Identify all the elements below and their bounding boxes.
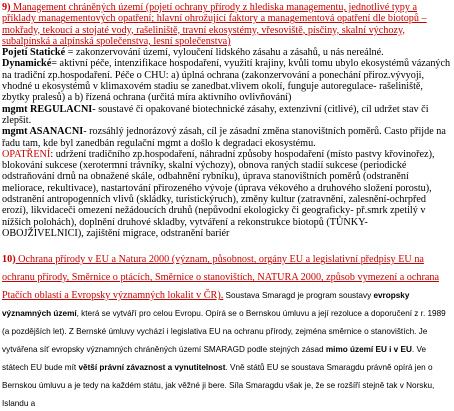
section-9-title: Management chráněných území (pojetí ochrany přírody z hlediska managementu, jednotlivé typy a příklady managementových opatření; hlavní ohrožující faktory a managementová opatření dle biotopů – mokřady, tekoucí a stojaté vody, rašeliniště, travní ekosystémy, vřesoviště, písčiny, skalní výchozy, subalpínská a alpínská společenstva, lesní společenstva)	[2, 2, 427, 47]
dynamicke-text: = aktivní péče, intenzifikace hospodaření, využití krajiny, kvůli tomu ubylo ekosystémů vázaných na tradiční zp.hospodaření. Péče o CHU: a) úplná ochrana (zakonzervování a ponechání přiroz.vývyoji, vhodné u ekosystémů v klimaxovém stadiu se zanedbat.vlivem okolí, funguje autoregulace- rašeliniště, zbytky pralesů) a b) řízená ochrana (určitá míra aktivního ovlivňování)	[2, 58, 451, 104]
section-10-text-2: , která se vytváří pro celou Evropu. Opírá se o Bernskou úmluvu a její rezoluce a doporučení z r. 1989 (a pozdějších let). Z Bernské úmluvy vychází i legislativa EU na ochranu přírody, zejména směrnice o stanovištích. Je vytvářena síť evropsky významných chráněných území SMARAGD podle stejných zásad	[2, 309, 446, 355]
asanacni-text: - rozsáhlý jednorázový zásah, cíl je zásadní změna stanovištních poměrů. Casto přijde na řadu tam, kde byl zanedbán regulační mgmt a došlo k degradaci ekosystému.	[2, 126, 446, 149]
section-9	[2, 2, 452, 239]
section-10-bold-3: větší právní závaznost a vynutitelnost	[78, 363, 226, 373]
section-9-number: 9)	[2, 2, 11, 13]
pojeti-label: Pojetí Statické	[2, 47, 66, 59]
opatreni-text: : udržení tradičního zp.hospodaření, náhradní způsoby hospodaření (místo pastvy křovinořez), blokování sukcese (xerotermní trávníky, skalní výchozy), obnova raných stadií sukcese (periodické odstraňování drnů na obnažené skále, odbahnění rybníku), úprava stanovištních poměrů (odstranění meliorace, rekultivace), nastartování přirozeného vývoje (úprava vékového a druhového složení porostu), odstranění antropogenních vlivů (skládky, turistickýruch), změny kultur (zatravnění, zalesnění-ochrpřed erozí), likvidaceči omezení nežádoucích druhů (nepůvodní ekologicky či geograficky- př.smrk zpetilý v nížších polohách), doplnění druhové skladby, vytváření a rekonstrukce biotopů (TŮNKY- OBOJŽIVELNICI), zajištění migrace, odstranění bariér	[2, 148, 435, 239]
section-10	[2, 249, 452, 411]
opatreni-label: OPATŘENÍ	[2, 148, 51, 160]
dynamicke-label: Dynamické	[2, 58, 52, 70]
section-10-title: Ochrana přírody v EU a Natura 2000 (význam, působnost, orgány EU a legislativní předpisy EU na ochranu přírody, Směrnice o ptácích, Směrnice o stanovištích, NATURA 2000, způsob vymezení a ochrana Ptačích oblastí a Evropsky významných lokalit v ČR).	[2, 254, 440, 302]
regulacni-text: - soustavé či opakované biotechnické zásahy, extenzivní (citlivé), cíl udržet stav či zlepšit.	[2, 103, 429, 126]
section-10-text-1: Soustava Smaragd je program soustavy	[223, 291, 374, 301]
section-10-bold-1: evropsky významných území	[2, 291, 410, 319]
document-page	[2, 2, 452, 411]
pojeti-text: = zakonzervování území, vyloučení lidského zásahu a zásahů, u nás nereálné.	[65, 47, 384, 59]
section-10-number: 10)	[2, 254, 16, 266]
asanacni-label: mgmt ASANACNI	[2, 126, 84, 138]
section-10-bold-2: mimo území EU i v EU	[325, 345, 412, 355]
section-10-text-3: . Ve státech EU bude mít	[2, 345, 427, 373]
section-10-text-4: . Vně států EU se soustava Smaragdu právně opírá jen o Bernskou úmluvu a je tedy na každém státu, jak věžné ji bere. Síla Smaragdu však je, že se rozšíří stejně tak v Norsku, Islandu a	[2, 363, 435, 409]
regulacni-label: mgmt REGULACNI	[2, 103, 93, 115]
